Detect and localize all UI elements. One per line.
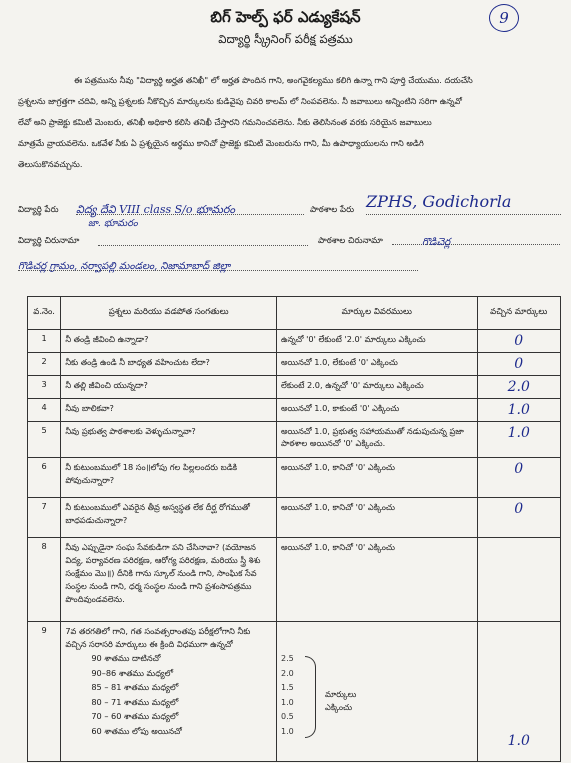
score-value: 0 <box>514 461 524 477</box>
student-name-field[interactable] <box>76 198 304 215</box>
row-number: 2 <box>28 353 61 376</box>
table-row <box>28 458 561 498</box>
instruction-line: తెలుసుకొనవచ్చును. <box>18 159 83 169</box>
row-marks: అయినచో 1.0, ప్రభుత్వ సహాయముతో నడుపుచున్న ప్రజా పాఠశాల అయినచో '0' ఎక్కించు. <box>277 422 478 458</box>
row-score[interactable] <box>477 622 560 762</box>
row-marks: అయినచో 1.0, కానిచో '0' ఎక్కించు <box>277 458 478 498</box>
row-number: 6 <box>28 458 61 498</box>
row-question: నీ కుటుంబములో ఎవరైన తీవ్ర అస్వస్థత లేక దీర్ఘ రోగముతో బాధపడుచున్నారా? <box>61 498 277 538</box>
score-value: 1.0 <box>507 425 530 441</box>
row-marks: అయినచో 1.0, కానిచో '0' ఎక్కించు <box>277 538 478 622</box>
table-row <box>28 538 561 622</box>
row-score[interactable] <box>477 458 560 498</box>
student-address-label: విద్యార్థి చిరునామా <box>18 236 80 246</box>
brace <box>305 656 316 738</box>
instruction-line: లేవో అని ప్రాజెక్టు కమిటీ మెంబరు, తనిఖీ అధికారి కలిసి తనిఖీ చేస్తారని గమనించవలెను. నీకు తెలిసినంత వరకు సరియైన జవాబులు <box>18 117 432 127</box>
row-score[interactable] <box>477 498 560 538</box>
row-number: 4 <box>28 399 61 422</box>
range-value: 2.0 <box>281 668 294 678</box>
score-value: 0 <box>514 333 524 349</box>
form-subtitle: విద్యార్థి స్క్రీనింగ్ పరీక్ష పత్రము <box>218 32 353 46</box>
row-score[interactable] <box>477 330 560 353</box>
row-marks-text: మార్కులు ఎక్కించు <box>325 689 357 712</box>
table-row <box>28 422 561 458</box>
row-score[interactable] <box>477 353 560 376</box>
row-number: 9 <box>28 622 61 762</box>
row-question: నీవు ఎప్పుడైనా సంఘ సేవకుడిగా పని చేసినావా? (వయోజన విద్య, పర్యావరణ పరిరక్షణ, ఆరోగ్య పరిరక్షణ, మరియు స్త్రీ శిశు సంక్షేమం మొ॥) దీనికి గాను స్కూల్ నుండి గాని, సాంఘిక సేవ సంస్థల నుండి గాని, ధర్మ సంస్థల నుండి గాని ప్రశంసాపత్రము పొందివుండవలెను. <box>61 538 277 622</box>
row-marks: అయినచో 1.0, కానిచో '0' ఎక్కించు <box>277 498 478 538</box>
range-item: 90 శాతము దాటినచో <box>91 653 161 663</box>
row-number: 1 <box>28 330 61 353</box>
score-value: 2.0 <box>507 379 530 395</box>
school-name-label: పాఠశాల పేరు <box>310 205 355 215</box>
range-values <box>281 652 294 739</box>
row-score[interactable] <box>477 422 560 458</box>
row-question: నీవు ప్రభుత్వ పాఠశాలకు వెళ్ళుచున్నావా? <box>61 422 277 458</box>
col-header-questions: ప్రశ్నలు మరియు వడపోత సంగతులు <box>61 297 277 330</box>
col-header-number: వ.నెం. <box>28 297 61 330</box>
school-address-label: పాఠశాల చిరునామా <box>318 236 383 246</box>
student-name-label: విద్యార్థి పేరు <box>18 205 59 215</box>
instruction-line: మాత్రమే వ్రాయవలెను. ఒకవేళ నీకు ఏ ప్రశ్నయైన అర్థము కానిచో ప్రాజెక్టు కమిటీ మెంబరును గాని, మీ ఉపాధ్యాయులను గాని అడిగి <box>18 138 424 148</box>
row-marks: అయినచో 1.0, కాకుంటే '0' ఎక్కించు <box>277 399 478 422</box>
instructions <box>18 70 561 175</box>
col-header-marks-obtained: వచ్చిన మార్కులు <box>477 297 560 330</box>
screening-table <box>27 296 561 762</box>
row-question-text: 7వ తరగతిలో గాని, గత సంవత్సరాంతపు పరీక్షలోగాని నీకు వచ్చిన సరాసరి మార్కులు ఈ క్రింది విధముగా ఉన్నచో <box>65 626 251 649</box>
row-marks: లేకుంటే 2.0, ఉన్నచో '0' మార్కులు ఎక్కించు <box>277 376 478 399</box>
range-item: 90–86 శాతము మధ్యలో <box>91 667 174 678</box>
row-marks: ఉన్నచో '0' లేకుంటే '2.0' మార్కులు ఎక్కించు <box>277 330 478 353</box>
range-value: 2.5 <box>281 654 294 663</box>
score-value: 0 <box>514 356 524 372</box>
student-address-value: గొడిచర్ల గ్రామం, నర్వాపల్లి మండలం, నిజామాబాద్ జిల్లా <box>18 261 231 272</box>
row-marks: అయినచో 1.0, లేకుంటే '0' ఎక్కించు <box>277 353 478 376</box>
row-number: 7 <box>28 498 61 538</box>
row-question: నీవు బాలికవా? <box>61 399 277 422</box>
row-question: నీ తండ్రి జీవించి ఉన్నాడా? <box>61 330 277 353</box>
range-value: 1.0 <box>281 697 294 707</box>
range-value: 1.0 <box>281 726 294 736</box>
school-name-value: ZPHS, Godichorla <box>366 192 512 211</box>
score-value: 1.0 <box>507 733 530 749</box>
page-number: 9 <box>489 4 519 32</box>
row-number: 5 <box>28 422 61 458</box>
instruction-line: ప్రశ్నలను జాగ్రత్తగా చదివి, అన్ని ప్రశ్నలకు నీకొచ్చిన మార్కులను కుడివైపు చివరి కాలమ్ లో నింపవలెను. నీ జవాబులు అన్నింటిని సరిగా ఉన్నవో <box>18 96 462 106</box>
row-marks <box>277 622 478 762</box>
school-address-field[interactable] <box>392 230 560 248</box>
table-row <box>28 330 561 353</box>
score-value: 1.0 <box>507 402 530 418</box>
range-item: 70 – 60 శాతము మధ్యలో <box>91 711 179 721</box>
row-question: నీ కుటుంబములో 18 సం॥లోపు గల పిల్లలందరు బడికి పోవుచున్నారా? <box>61 458 277 498</box>
school-name-field[interactable] <box>366 192 561 215</box>
row-question: నీకు తండ్రి ఉండి నీ బాధ్యత వహించుట లేదా? <box>61 353 277 376</box>
row-score[interactable] <box>477 399 560 422</box>
row-number: 3 <box>28 376 61 399</box>
row-question: నీ తల్లి జీవించి యున్నదా? <box>61 376 277 399</box>
range-item: 85 – 81 శాతము మధ్యలో <box>91 682 179 692</box>
col-header-marks-details: మార్కుల వివరములు <box>277 297 478 330</box>
table-row <box>28 353 561 376</box>
table-row <box>28 622 561 762</box>
row-number: 8 <box>28 538 61 622</box>
range-value: 0.5 <box>281 712 294 721</box>
row-question <box>61 622 277 762</box>
table-header-row <box>28 297 561 330</box>
score-value: 0 <box>514 501 524 517</box>
range-item: 60 శాతము లోపు అయినచో <box>91 725 182 736</box>
row-score[interactable] <box>477 376 560 399</box>
student-address-field[interactable] <box>98 244 308 246</box>
table-row <box>28 498 561 538</box>
row-score[interactable] <box>477 538 560 622</box>
form-title: బిగ్ హెల్ప్ ఫర్ ఎడ్యుకేషన్ <box>210 8 361 26</box>
student-name-value: విద్య దేవి VIII class S/o భూమరం <box>76 203 235 216</box>
student-address-line[interactable] <box>18 254 418 271</box>
student-name-line2: జా. భూమరం <box>88 218 138 229</box>
range-item: 80 – 71 శాతము మధ్యలో <box>91 696 179 707</box>
table-row <box>28 376 561 399</box>
instruction-line: ఈ పత్రమును నీవు "విద్యార్థి అర్హత తనిఖీ" లో అర్హత పొందిన గాని, అంగవైకల్యము కలిగి ఉన్నా గాని పూర్తి చేయుము. దయచేసి <box>74 75 473 85</box>
table-row <box>28 399 561 422</box>
school-address-value: గొడిచెర్ల <box>422 237 451 248</box>
range-value: 1.5 <box>281 683 294 692</box>
